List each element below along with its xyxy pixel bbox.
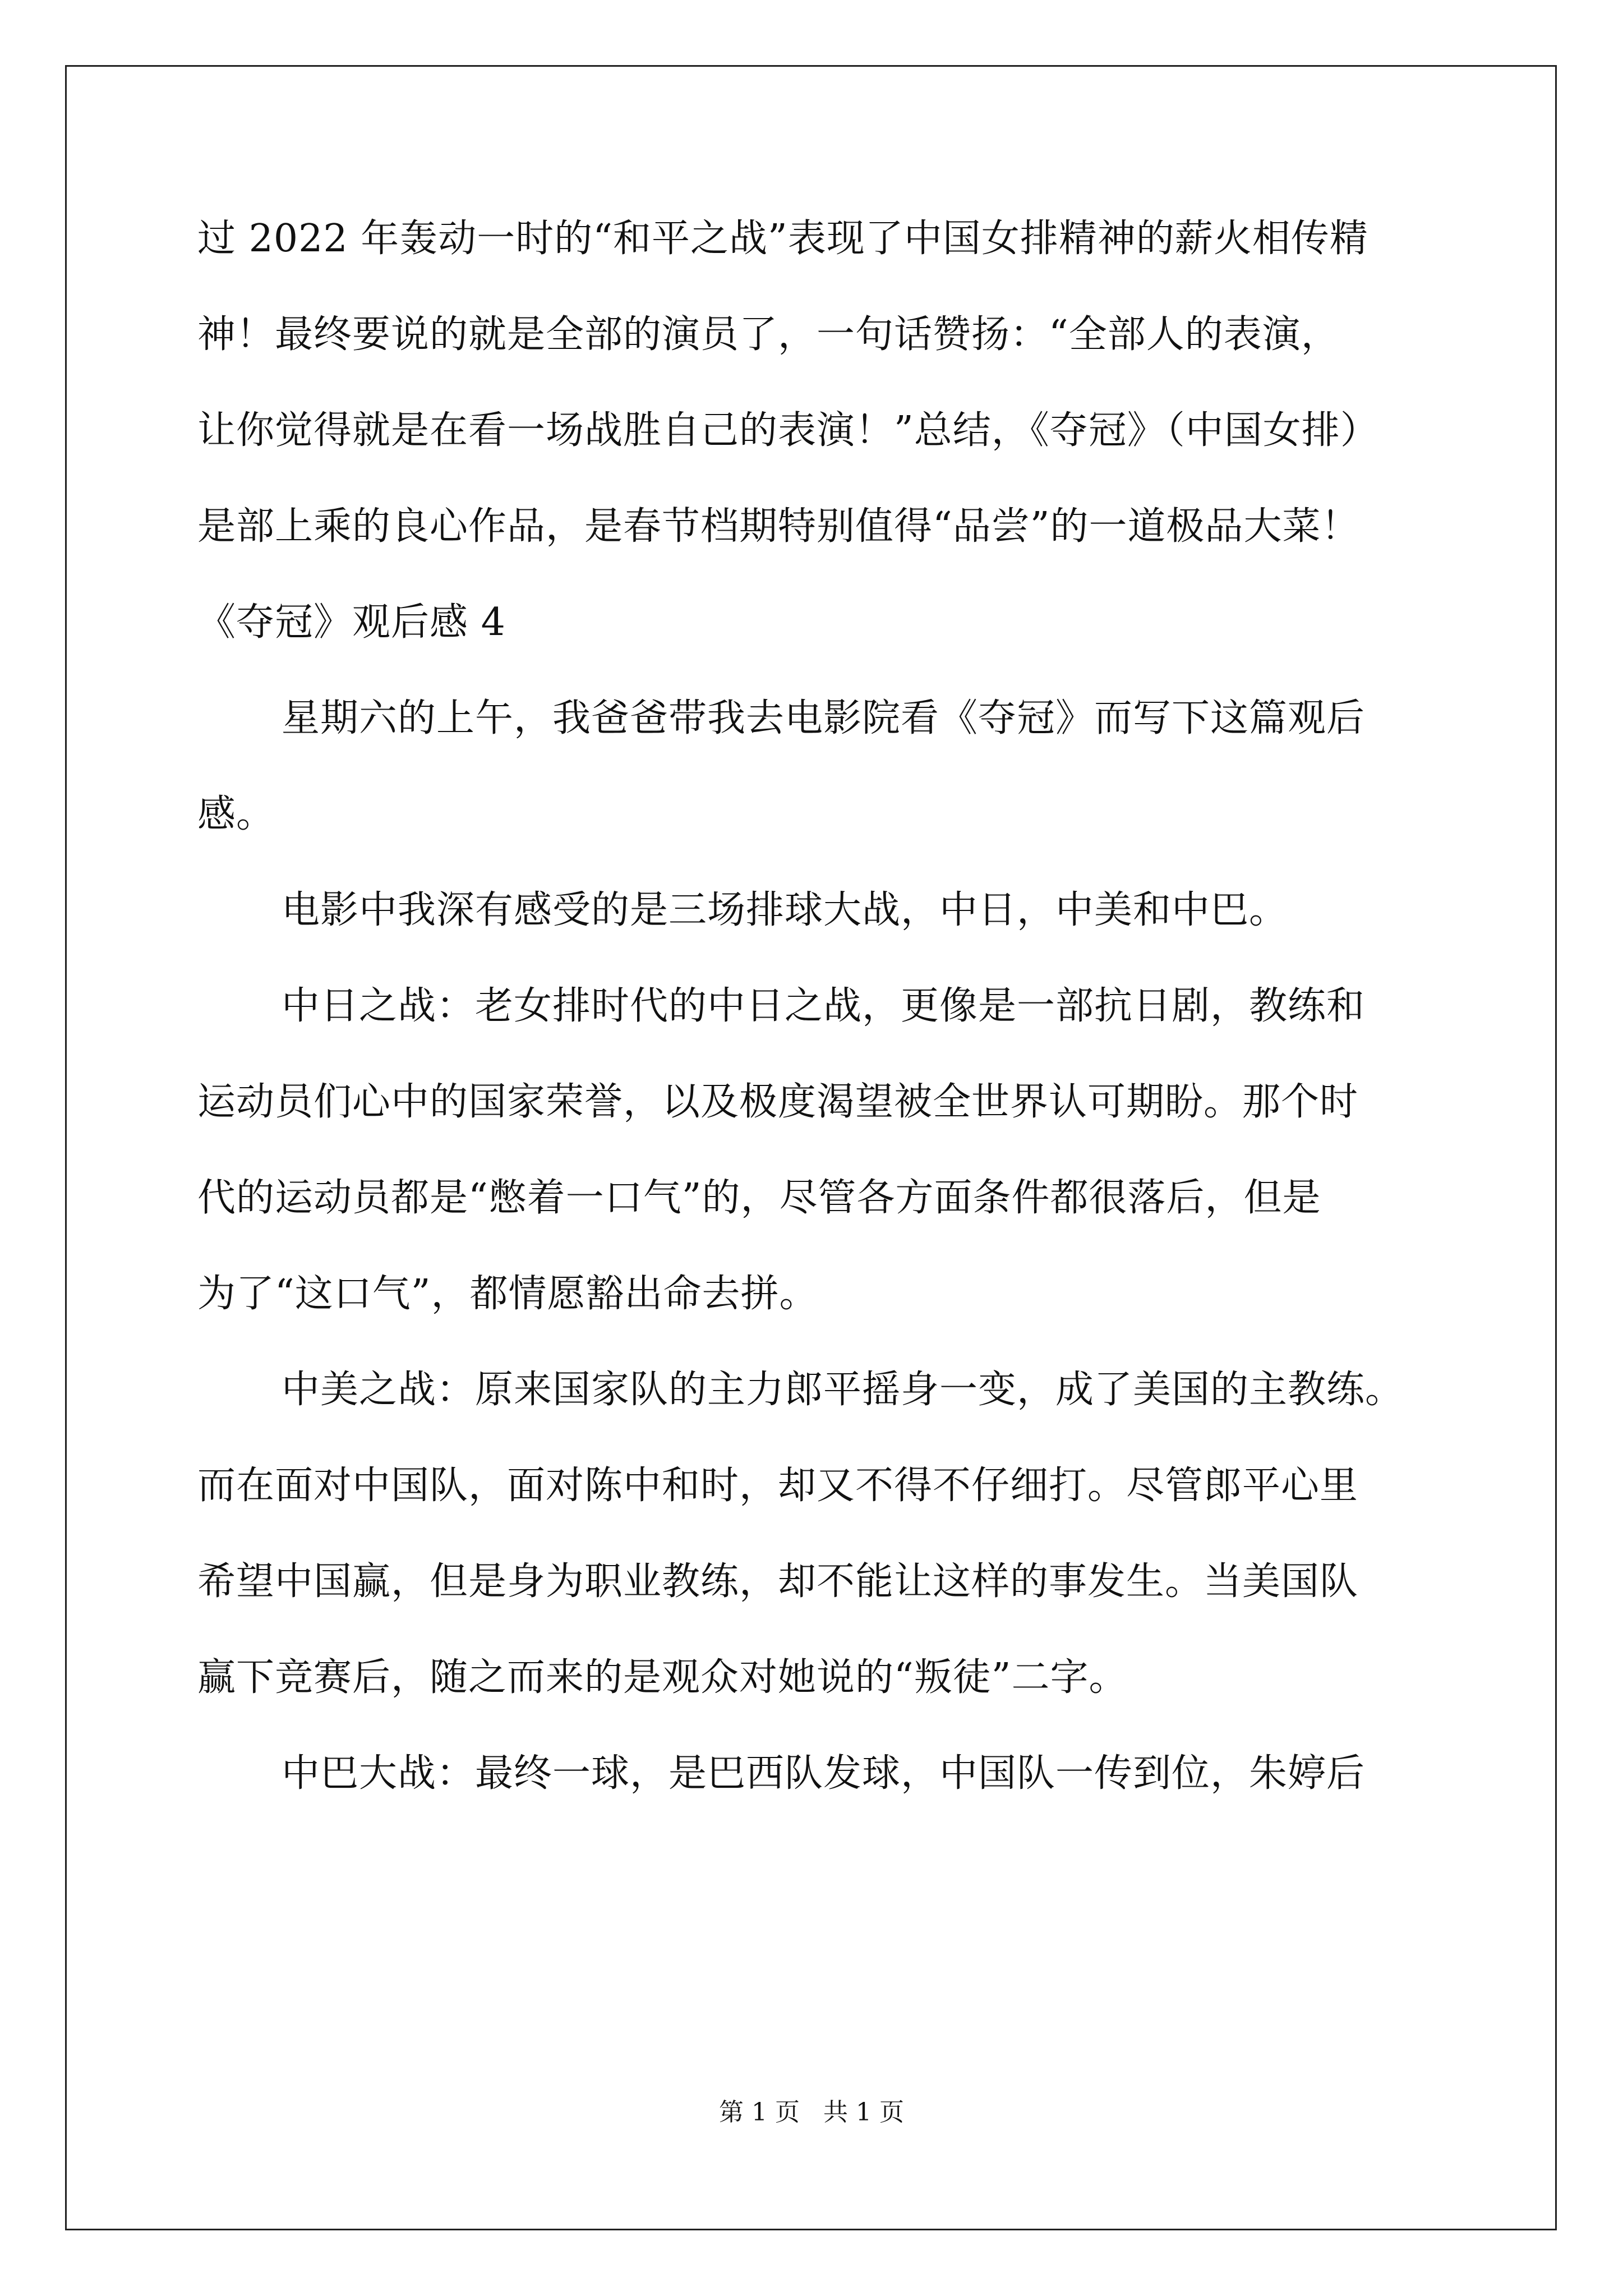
- text-line: 感。: [197, 792, 275, 836]
- text-line: 中美之战：原来国家队的主力郎平摇身一变，成了美国的主教练。: [282, 1368, 1404, 1412]
- section-heading: 《夺冠》观后感 4: [197, 600, 506, 645]
- text-line: 运动员们心中的国家荣誉，以及极度渴望被全世界认可期盼。那个时: [197, 1080, 1359, 1124]
- text-line: 是部上乘的良心作品，是春节档期特别值得“品尝”的一道极品大菜！: [197, 504, 1360, 549]
- text-line: 中日之战：老女排时代的中日之战，更像是一部抗日剧，教练和: [282, 984, 1366, 1028]
- text-line: 赢下竞赛后，随之而来的是观众对她说的“叛徒”二字。: [197, 1655, 1128, 1700]
- text-line: 而在面对中国队，面对陈中和时，却又不得不仔细打。尽管郎平心里: [197, 1464, 1359, 1508]
- text-line: 中巴大战：最终一球，是巴西队发球，中国队一传到位，朱婷后: [282, 1751, 1366, 1796]
- document-body: [197, 211, 1487, 1842]
- text-line: 星期六的上午，我爸爸带我去电影院看《夺冠》而写下这篇观后: [282, 696, 1366, 740]
- text-line: 过 2022 年轰动一时的“和平之战”表现了中国女排精神的薪火相传精: [197, 217, 1368, 261]
- text-line: 电影中我深有感受的是三场排球大战，中日，中美和中巴。: [282, 888, 1288, 932]
- page-number: 第 1 页 共 1 页: [719, 2098, 904, 2127]
- text-line: 让你觉得就是在看一场战胜自己的表演！”总结，《夺冠》（中国女排）: [197, 408, 1379, 453]
- text-line: 希望中国赢，但是身为职业教练，却不能让这样的事发生。当美国队: [197, 1559, 1359, 1604]
- text-line: 为了“这口气”，都情愿豁出命去拼。: [197, 1272, 818, 1316]
- text-line: 神！最终要说的就是全部的演员了，一句话赞扬：“全部人的表演，: [197, 312, 1340, 357]
- text-line: 代的运动员都是“憋着一口气”的，尽管各方面条件都很落后，但是: [197, 1176, 1321, 1220]
